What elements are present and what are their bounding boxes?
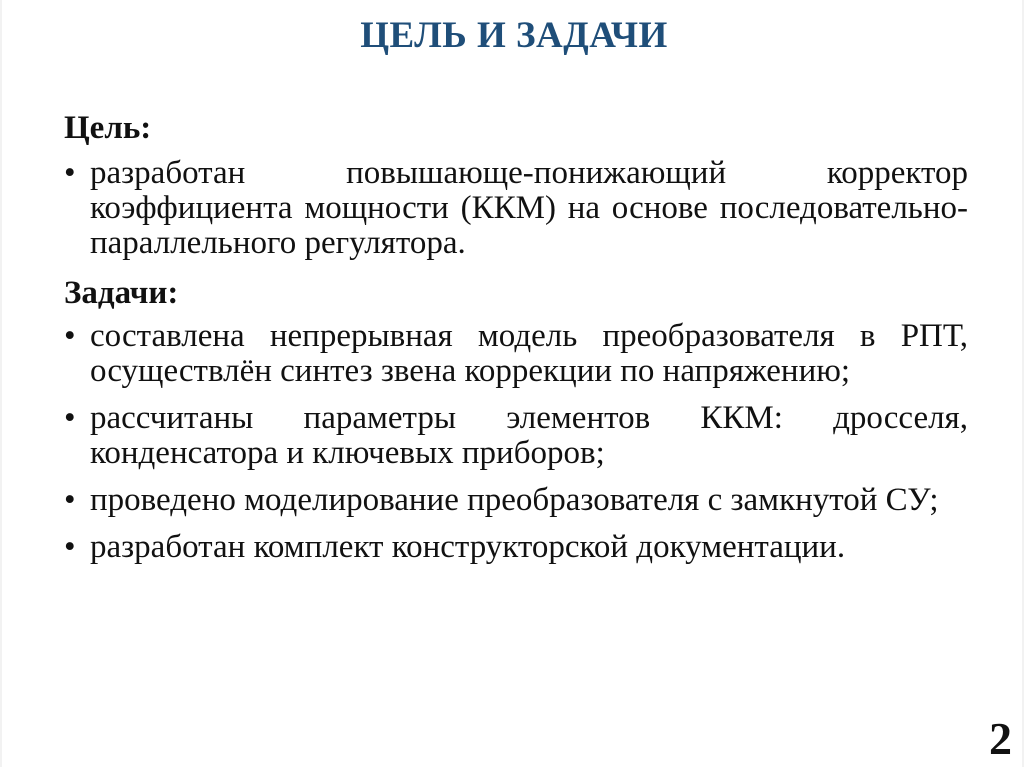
page-number: 2 [989,713,1012,764]
task-item [64,401,968,471]
goal-item [64,156,968,261]
task-item-text: проведено моделирование преобразователя с замкнутой СУ; [90,482,939,518]
goal-item-text: разработан повышающе-понижающий корректор коэффициента мощности (ККМ) на основе последовательно-параллельного регулятора. [90,155,968,261]
task-item [64,530,968,565]
task-item-text: разработан комплект конструкторской документации. [90,529,846,565]
bullet-icon: • [64,482,76,518]
bullet-icon: • [64,400,76,436]
tasks-heading: Задачи: [64,275,179,311]
goal-heading: Цель: [64,110,152,146]
task-item [64,483,968,518]
bullet-icon: • [64,529,76,565]
bullet-icon: • [64,155,76,191]
slide-content [64,108,968,577]
task-item-text: составлена непрерывная модель преобразователя в РПТ, осуществлён синтез звена коррекции по напряжению; [90,318,968,389]
task-item [64,319,968,389]
task-item-text: рассчитаны параметры элементов ККМ: дросселя, конденсатора и ключевых приборов; [90,400,968,471]
bullet-icon: • [64,318,76,354]
slide-title: ЦЕЛЬ И ЗАДАЧИ [360,15,668,56]
